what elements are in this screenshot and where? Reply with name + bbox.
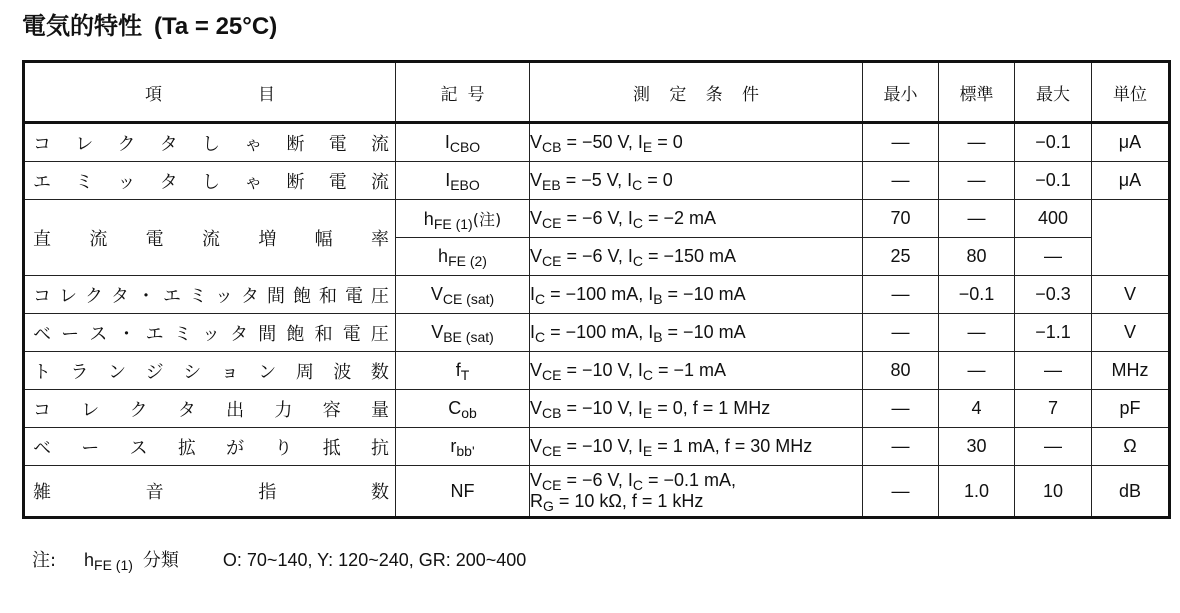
table-row — [24, 314, 1170, 352]
typ-value: 1.0 — [939, 466, 1015, 518]
title-condition: (Ta = 25°C) — [154, 13, 278, 40]
max-value: −0.1 — [1015, 162, 1092, 200]
item-name: エ ミ ッ タ し ゃ 断 電 流 — [24, 162, 396, 200]
unit-cell: μA — [1092, 162, 1170, 200]
max-value: −0.3 — [1015, 276, 1092, 314]
symbol-cell: $f_T$ — [396, 352, 530, 390]
conditions-cell: $I_C = -100$ mA, $I_B = -10$ mA — [530, 314, 863, 352]
symbol-cell: $V_{BE (sat)}$ — [396, 314, 530, 352]
typ-value: — — [939, 314, 1015, 352]
conditions-cell: $V_{CE} = -6$ V, $I_C = -150$ mA — [530, 238, 863, 276]
unit-cell: dB — [1092, 466, 1170, 518]
unit-cell: V — [1092, 276, 1170, 314]
header-unit: 単位 — [1092, 62, 1170, 123]
header-row — [24, 62, 1170, 123]
min-value: 70 — [863, 200, 939, 238]
min-value: — — [863, 314, 939, 352]
symbol-cell: $r_{bb'}$ — [396, 428, 530, 466]
conditions-cell: $V_{CE} = -6$ V, $I_C = -0.1$ mA, $R_G = 10$ kΩ, f = 1 kHz — [530, 466, 863, 518]
item-name: 直 流 電 流 増 幅 率 — [24, 200, 396, 276]
typ-value: 30 — [939, 428, 1015, 466]
page-title — [22, 6, 277, 46]
typ-value: — — [939, 162, 1015, 200]
electrical-characteristics-table — [22, 60, 1171, 519]
symbol-cell: $I_{CBO}$ — [396, 123, 530, 162]
footnote-classes: O: 70~140, Y: 120~240, GR: 200~400 — [222, 550, 527, 570]
typ-value: — — [939, 352, 1015, 390]
title-text: 電気的特性 — [22, 12, 142, 40]
symbol-cell: NF — [396, 466, 530, 518]
conditions-cell: $V_{CE} = -10$ V, $I_E = 1$ mA, f = 30 MHz — [530, 428, 863, 466]
header-symbol: 記 号 — [396, 62, 530, 123]
min-value: 80 — [863, 352, 939, 390]
min-value: 25 — [863, 238, 939, 276]
header-min: 最小 — [863, 62, 939, 123]
min-value: — — [863, 466, 939, 518]
item-name: ベ ー ス ・ エ ミ ッ タ 間 飽 和 電 圧 — [24, 314, 396, 352]
table-row — [24, 352, 1170, 390]
footnote-symbol: $h_{FE (1)}$ — [84, 550, 133, 573]
conditions-cell: $V_{CE} = -6$ V, $I_C = -2$ mA — [530, 200, 863, 238]
table-row — [24, 276, 1170, 314]
conditions-cell: $V_{EB} = -5$ V, $I_C = 0$ — [530, 162, 863, 200]
max-value: 400 — [1015, 200, 1092, 238]
footnote — [32, 546, 526, 574]
typ-value: 4 — [939, 390, 1015, 428]
min-value: — — [863, 276, 939, 314]
table-row — [24, 390, 1170, 428]
header-max: 最大 — [1015, 62, 1092, 123]
item-name: ト ラ ン ジ シ ョ ン 周 波 数 — [24, 352, 396, 390]
symbol-cell: $h_{FE (1)}$(注) — [396, 200, 530, 238]
table-row — [24, 428, 1170, 466]
item-name: コ レ ク タ し ゃ 断 電 流 — [24, 123, 396, 162]
symbol-cell: $C_{ob}$ — [396, 390, 530, 428]
unit-cell: Ω — [1092, 428, 1170, 466]
table-row — [24, 200, 1170, 238]
max-value: −0.1 — [1015, 123, 1092, 162]
min-value: — — [863, 123, 939, 162]
max-value: 10 — [1015, 466, 1092, 518]
table-row — [24, 123, 1170, 162]
typ-value: — — [939, 123, 1015, 162]
symbol-cell: $V_{CE (sat)}$ — [396, 276, 530, 314]
item-name: 雑 音 指 数 — [24, 466, 396, 518]
item-name: コ レ ク タ ・ エ ミ ッ タ 間 飽 和 電 圧 — [24, 276, 396, 314]
footnote-text: 分類 — [142, 550, 179, 571]
conditions-cell: $V_{CB} = -10$ V, $I_E = 0$, f = 1 MHz — [530, 390, 863, 428]
conditions-cell: $V_{CB} = -50$ V, $I_E = 0$ — [530, 123, 863, 162]
item-name: コ レ ク タ 出 力 容 量 — [24, 390, 396, 428]
footnote-label: 注: — [32, 550, 57, 571]
unit-cell: V — [1092, 314, 1170, 352]
item-name: ベ ー ス 拡 が り 抵 抗 — [24, 428, 396, 466]
unit-cell: MHz — [1092, 352, 1170, 390]
unit-cell: pF — [1092, 390, 1170, 428]
min-value: — — [863, 390, 939, 428]
typ-value: — — [939, 200, 1015, 238]
header-item: 項 目 — [24, 62, 396, 123]
symbol-cell: $I_{EBO}$ — [396, 162, 530, 200]
symbol-cell: $h_{FE (2)}$ — [396, 238, 530, 276]
max-value: — — [1015, 238, 1092, 276]
header-typ: 標準 — [939, 62, 1015, 123]
min-value: — — [863, 162, 939, 200]
max-value: — — [1015, 352, 1092, 390]
min-value: — — [863, 428, 939, 466]
conditions-cell: $I_C = -100$ mA, $I_B = -10$ mA — [530, 276, 863, 314]
max-value: — — [1015, 428, 1092, 466]
unit-cell: μA — [1092, 123, 1170, 162]
unit-cell — [1092, 200, 1170, 276]
typ-value: −0.1 — [939, 276, 1015, 314]
max-value: 7 — [1015, 390, 1092, 428]
max-value: −1.1 — [1015, 314, 1092, 352]
table-row — [24, 162, 1170, 200]
note-mark: (注) — [472, 210, 502, 229]
table-row — [24, 466, 1170, 518]
conditions-cell: $V_{CE} = -10$ V, $I_C = -1$ mA — [530, 352, 863, 390]
typ-value: 80 — [939, 238, 1015, 276]
header-conditions: 測 定 条 件 — [530, 62, 863, 123]
